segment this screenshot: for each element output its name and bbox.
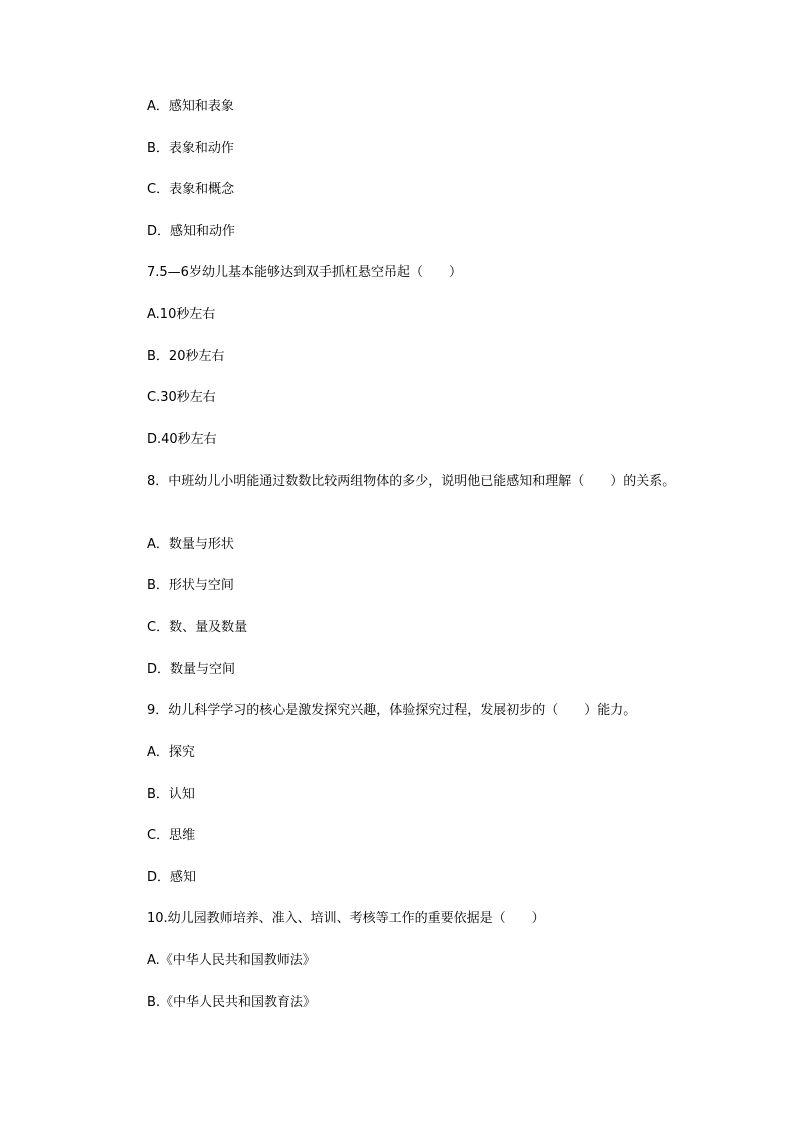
option-text: A．探究 <box>147 745 195 760</box>
question-text: 7.5—6岁幼儿基本能够达到双手抓杠悬空吊起（ ） <box>147 265 462 280</box>
option-text: D．感知和动作 <box>147 224 236 239</box>
option-text: B．20秒左右 <box>147 349 225 364</box>
option-text: D.40秒左右 <box>147 432 217 447</box>
option-text: C．表象和概念 <box>147 182 235 197</box>
option-text: C.30秒左右 <box>147 390 216 405</box>
option-text: B．认知 <box>147 787 195 802</box>
question-text: 8．中班幼儿小明能通过数数比较两组物体的多少，说明他已能感知和理解（ ）的关系。 <box>147 474 676 489</box>
option-text: D．数量与空间 <box>147 662 236 677</box>
option-text: A．感知和表象 <box>147 99 234 114</box>
option-text: A.《中华人民共和国教师法》 <box>147 953 316 968</box>
option-text: B.《中华人民共和国教育法》 <box>147 995 317 1010</box>
question-text: 10.幼儿园教师培养、准入、培训、考核等工作的重要依据是（ ） <box>147 911 545 926</box>
option-text: D．感知 <box>147 870 197 885</box>
option-text: C．思维 <box>147 828 196 843</box>
option-text: B．形状与空间 <box>147 578 234 593</box>
question-text: 9．幼儿科学学习的核心是激发探究兴趣，体验探究过程，发展初步的（ ）能力。 <box>147 703 637 718</box>
option-text: C．数、量及数量 <box>147 620 248 635</box>
option-text: B．表象和动作 <box>147 141 234 156</box>
option-text: A．数量与形状 <box>147 537 234 552</box>
option-text: A.10秒左右 <box>147 307 216 322</box>
